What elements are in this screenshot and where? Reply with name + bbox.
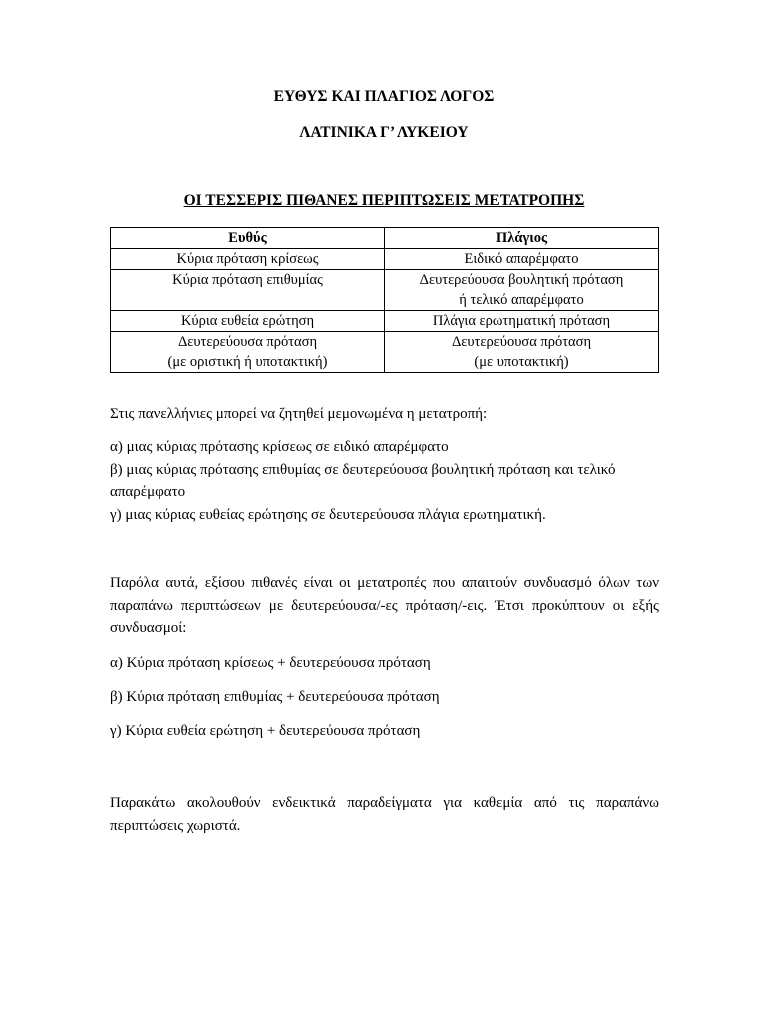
section-heading: ΟΙ ΤΕΣΣΕΡΙΣ ΠΙΘΑΝΕΣ ΠΕΡΙΠΤΩΣΕΙΣ ΜΕΤΑΤΡΟΠΗΣ <box>183 192 585 209</box>
table-header-row <box>111 228 659 249</box>
cell-text: Δευτερεύουσα πρόταση <box>177 334 318 350</box>
document-title: ΕΥΘΥΣ ΚΑΙ ΠΛΑΓΙΟΣ ΛΟΓΟΣ <box>273 88 495 105</box>
cell-text: (με οριστική ή υποτακτική) <box>167 354 328 370</box>
list-item: β) μιας κύριας πρότασης επιθυμίας σε δευτερεύουσα βουλητική πρόταση και τελικό απαρέμφατο <box>110 461 616 500</box>
document-subtitle: ΛΑΤΙΝΙΚΑ Γ’ ΛΥΚΕΙΟΥ <box>299 124 469 141</box>
table-row <box>111 332 659 373</box>
cell-text: (με υποτακτική) <box>474 354 569 370</box>
table-cell <box>385 311 659 332</box>
cell-text: Κύρια πρόταση επιθυμίας <box>172 272 323 288</box>
cell-text: Ειδικό απαρέμφατο <box>464 251 579 267</box>
cell-text: Δευτερεύουσα βουλητική πρόταση <box>419 272 624 288</box>
cell-text: Κύρια πρόταση κρίσεως <box>176 251 319 267</box>
conversion-table <box>110 227 659 373</box>
table-row <box>111 249 659 270</box>
intro-paragraph: Στις πανελλήνιες μπορεί να ζητηθεί μεμονωμένα η μετατροπή: <box>110 406 488 422</box>
cell-text: Δευτερεύουσα πρόταση <box>451 334 592 350</box>
cases-list <box>110 436 659 526</box>
list-item: α) Κύρια πρόταση κρίσεως + δευτερεύουσα πρόταση <box>110 655 431 671</box>
table-cell <box>385 249 659 270</box>
table-cell <box>385 332 659 373</box>
table-cell <box>385 270 659 311</box>
table-row <box>111 270 659 311</box>
table-cell <box>111 270 385 311</box>
list-item: α) μιας κύριας πρότασης κρίσεως σε ειδικό απαρέμφατο <box>110 439 449 455</box>
table-cell <box>111 332 385 373</box>
header-indirect: Πλάγιος <box>385 228 659 249</box>
table-cell <box>111 311 385 332</box>
cell-text: Κύρια ευθεία ερώτηση <box>180 313 315 329</box>
header-direct: Ευθύς <box>111 228 385 249</box>
table-row <box>111 311 659 332</box>
list-item: γ) μιας κύριας ευθείας ερώτησης σε δευτερεύουσα πλάγια ερωτηματική. <box>110 506 546 523</box>
cell-text: Πλάγια ερωτηματική πρόταση <box>432 313 611 329</box>
list-item: γ) Κύρια ευθεία ερώτηση + δευτερεύουσα πρόταση <box>110 723 421 739</box>
closing-paragraph: Παρακάτω ακολουθούν ενδεικτικά παραδείγματα για καθεμία από τις παραπάνω περιπτώσεις χωριστά. <box>110 795 659 834</box>
table-cell <box>111 249 385 270</box>
cell-text: ή τελικό απαρέμφατο <box>459 292 584 308</box>
combinations-paragraph: Παρόλα αυτά, εξίσου πιθανές είναι οι μετατροπές που απαιτούν συνδυασμό όλων των παραπάνω περιπτώσεων με δευτερεύουσα/-ες πρόταση/-εις. Έτσι προκύπτουν οι εξής συνδυασμοί: <box>110 575 659 636</box>
list-item: β) Κύρια πρόταση επιθυμίας + δευτερεύουσα πρόταση <box>110 689 440 705</box>
